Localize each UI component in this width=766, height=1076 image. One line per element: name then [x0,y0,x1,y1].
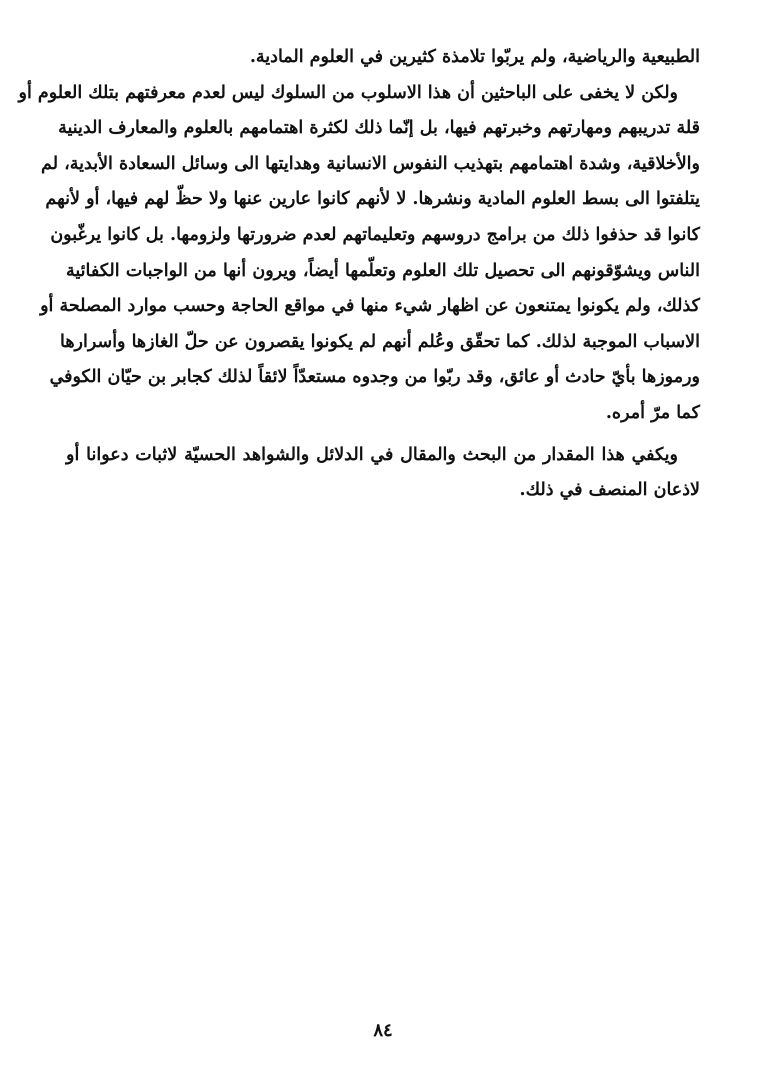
text-line: يتلفتوا الى بسط العلوم المادية ونشرها. لا لأنهم كانوا عارين عنها ولا حظّ لهم فيها، أو لأنهم [45,189,700,210]
text-line: كذلك، ولم يكونوا يمتنعون عن اظهار شيء منها في مواقع الحاجة وحسب موارد المصلحة أو [40,296,700,317]
text-line: والأخلاقية، وشدة اهتمامهم بتهذيب النفوس الانسانية وهدايتها الى وسائل السعادة الأبدية، لم [41,153,700,174]
text-line: ولكن لا يخفى على الباحثين أن هذا الاسلوب من السلوك ليس لعدم معرفتهم بتلك العلوم أو [18,82,678,103]
text-line: كما مرّ أمره. [605,402,700,423]
page-number: ٨٤ [373,1020,393,1041]
text-line: كانوا قد حذفوا ذلك من برامج دروسهم وتعليماتهم لعدم ضرورتها ولزومها. بل كانوا يرغّبون [50,224,700,245]
text-line: الناس ويشوّقونهم الى تحصيل تلك العلوم وتعلّمها أيضاً، ويرون أنها من الواجبات الكفائية [66,260,700,281]
text-line: قلة تدريبهم ومهارتهم وخبرتهم فيها، بل إنّما ذلك لكثرة اهتمامهم بالعلوم والمعارف الدينية [58,118,700,139]
body-text [18,40,700,509]
text-line: لاذعان المنصف في ذلك. [519,480,700,501]
text-line: الاسباب الموجبة لذلك. كما تحقّق وعُلم أنهم لم يكونوا يقصرون عن حلّ الغازها وأسرارها [60,331,700,352]
text-line: الطبيعية والرياضية، ولم يربّوا تلامذة كثيرين في العلوم المادية. [249,47,700,67]
text-line: ورموزها بأيّ حادث أو عائق، وقد ربّوا من وجدوه مستعدّاً لائقاً لذلك كجابر بن حيّان الكوفي [49,367,700,388]
text-line: ويكفي هذا المقدار من البحث والمقال في الدلائل والشواهد الحسيّة لاثبات دعوانا أو [66,444,678,465]
